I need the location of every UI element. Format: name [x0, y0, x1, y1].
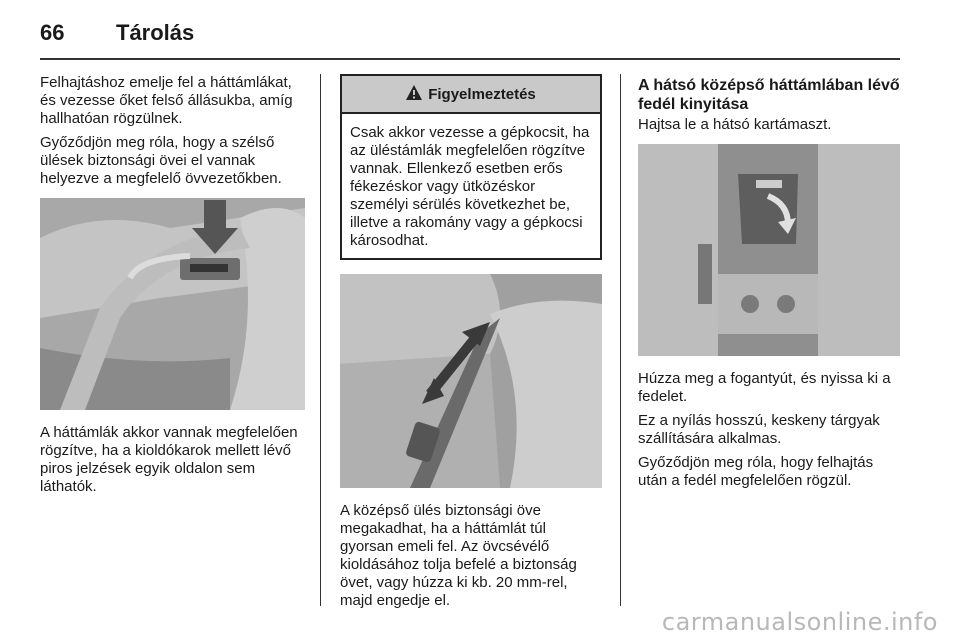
watermark: carmanualsonline.info — [661, 608, 938, 636]
header-divider — [40, 58, 900, 60]
section-heading: A hátsó középső háttámlában lévő fedél kinyitása — [638, 77, 900, 113]
chapter-title: Tárolás — [116, 20, 195, 45]
center-belt-photo — [340, 274, 602, 488]
paragraph: Ez a nyílás hosszú, keskeny tárgyak szállítására alkalmas. — [638, 412, 880, 447]
page-header — [40, 14, 900, 54]
warning-box — [340, 74, 602, 260]
warning-text: Csak akkor vezesse a gépkocsit, ha az üléstámlák megfelelően rögzítve vannak. Ellenkező esetben erős fékezéskor vagy ütközéskor személyi sérülés következhet be, illetve a rakomány vagy a gépkocsi károsodhat. — [350, 124, 590, 249]
column-divider-1 — [320, 74, 321, 606]
warning-triangle-icon — [406, 85, 422, 104]
paragraph: Győződjön meg róla, hogy felhajtás után a fedél megfelelően rögzül. — [638, 454, 874, 489]
page-number: 66 — [40, 20, 65, 45]
warning-title: Figyelmeztetés — [428, 85, 536, 103]
paragraph: A háttámlák akkor vannak megfelelően rögzítve, ha a kioldókarok mellett lévő piros jelzések egyik oldalon sem láthatók. — [40, 424, 298, 495]
center-flap-photo — [638, 144, 900, 356]
column-1 — [40, 74, 305, 502]
paragraph: Hajtsa le a hátsó kartámaszt. — [638, 116, 832, 133]
paragraph: Győződjön meg róla, hogy a szélső ülések biztonsági övei el vannak helyezve a megfelelő övvezetőkben. — [40, 134, 282, 187]
paragraph: Húzza meg a fogantyút, és nyissa ki a fedelet. — [638, 370, 891, 405]
warning-header — [342, 76, 600, 114]
column-3 — [638, 74, 900, 496]
column-divider-2 — [620, 74, 621, 606]
paragraph: Felhajtáshoz emelje fel a háttámlákat, és vezesse őket felső állásukba, amíg hallhatóan rögzülnek. — [40, 74, 293, 127]
column-2 — [340, 74, 602, 616]
seatbelt-guide-photo — [40, 198, 305, 410]
paragraph: A középső ülés biztonsági öve megakadhat, ha a háttámlát túl gyorsan emeli fel. Az övcsévélő kioldásához tolja befelé a biztonság övet, vagy húzza ki kb. 20 mm-rel, majd engedje el. — [340, 502, 577, 609]
